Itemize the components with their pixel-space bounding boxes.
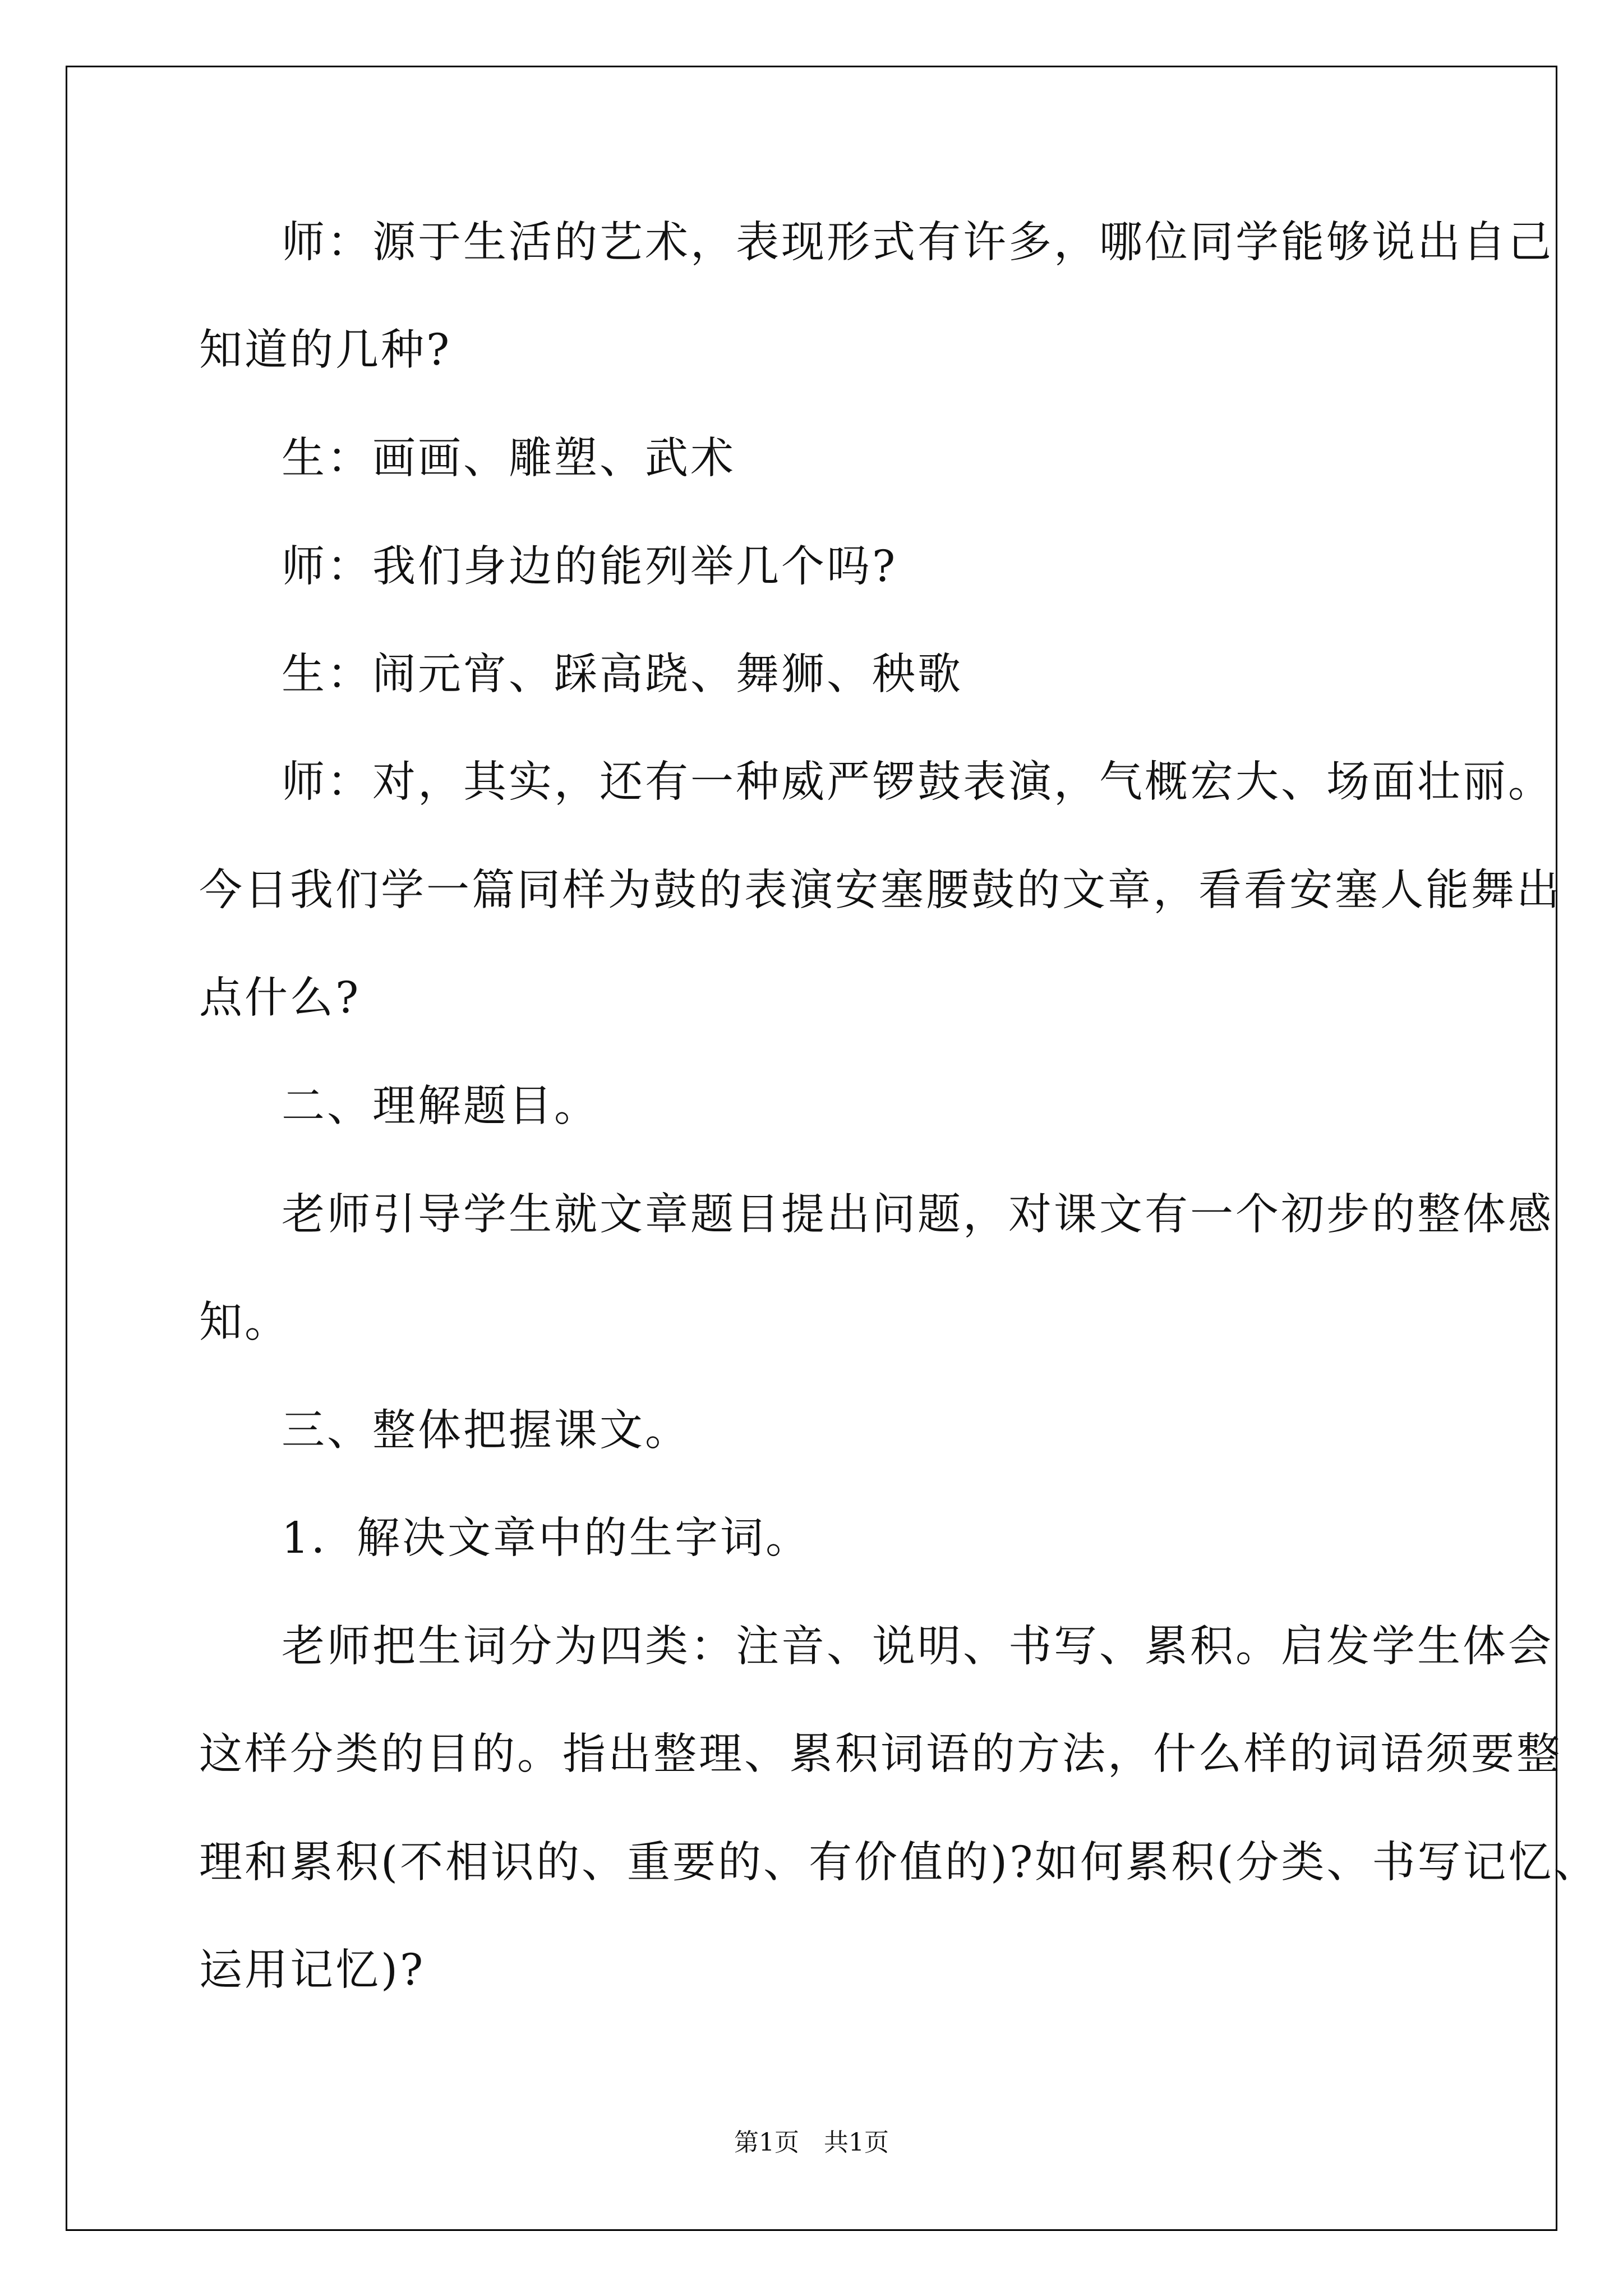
paragraph-line: 生：闹元宵、踩高跷、舞狮、秧歌 — [282, 650, 963, 700]
paragraph-line: 生：画画、雕塑、武术 — [282, 434, 736, 484]
paragraph-line: 师：源于生活的艺术，表现形式有许多，哪位同学能够说出自己 — [282, 218, 1553, 268]
paragraph-line: 理和累积(不相识的、重要的、有价值的)?如何累积(分类、书写记忆、 — [199, 1838, 1599, 1888]
page-border — [66, 66, 1557, 2231]
paragraph-line: 今日我们学一篇同样为鼓的表演安塞腰鼓的文章，看看安塞人能舞出 — [199, 866, 1562, 915]
paragraph-line: 老师引导学生就文章题目提出问题，对课文有一个初步的整体感 — [282, 1190, 1553, 1240]
paragraph-line: 知道的几种? — [199, 325, 452, 375]
paragraph-line: 老师把生词分为四类：注音、说明、书写、累积。启发学生体会 — [282, 1622, 1553, 1672]
list-item: 1．解决文章中的生字词。 — [282, 1513, 811, 1563]
paragraph-line: 知。 — [199, 1297, 290, 1347]
paragraph-line: 师：我们身边的能列举几个吗? — [282, 542, 898, 592]
paragraph-line: 这样分类的目的。指出整理、累积词语的方法，什么样的词语须要整 — [199, 1729, 1562, 1779]
section-heading: 三、整体把握课文。 — [282, 1406, 690, 1456]
paragraph-line: 运用记忆)? — [199, 1945, 426, 1995]
page-number-footer: 第1页 共1页 — [734, 2128, 889, 2157]
paragraph-line: 点什么? — [199, 973, 361, 1023]
paragraph-line: 师：对，其实，还有一种威严锣鼓表演，气概宏大、场面壮丽。 — [282, 757, 1553, 807]
section-heading: 二、理解题目。 — [282, 1082, 600, 1131]
